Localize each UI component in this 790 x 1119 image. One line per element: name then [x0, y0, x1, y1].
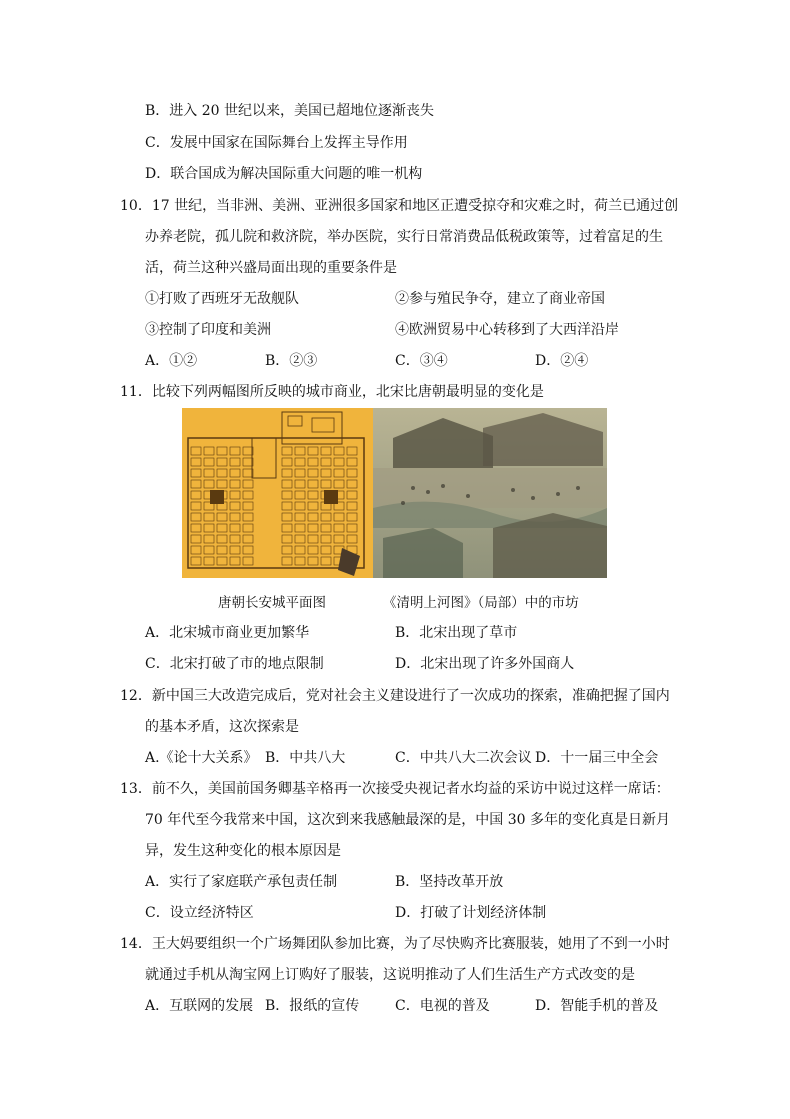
q14-option-d: D．智能手机的普及 — [535, 998, 659, 1014]
q10-option-b: B．②③ — [265, 353, 318, 369]
q10-option-d: D．②④ — [535, 353, 589, 369]
q13-option-c: C．设立经济特区 — [145, 905, 254, 921]
q13-stem-line-2: 70 年代至今我常来中国，这次到来我感触最深的是，中国 30 多年的变化真是日新月 — [145, 812, 670, 828]
q12-option-a: A.《论十大关系》 — [145, 750, 258, 766]
q10-item-1: ①打败了西班牙无敌舰队 — [145, 291, 299, 307]
q12-stem-line-2: 的基本矛盾，这次探索是 — [145, 719, 299, 735]
changan-plan-drawing — [182, 408, 373, 578]
q14-option-c: C．电视的普及 — [395, 998, 490, 1014]
q12-option-d: D．十一届三中全会 — [535, 750, 659, 766]
q13-stem-line-3: 异，发生这种变化的根本原因是 — [145, 843, 341, 859]
q10-item-2: ②参与殖民争夺，建立了商业帝国 — [395, 291, 605, 307]
east-market-block — [324, 490, 338, 504]
q11-stem: 11．比较下列两幅图所反映的城市商业，北宋比唐朝最明显的变化是 — [120, 384, 544, 400]
q11-option-c: C．北宋打破了市的地点限制 — [145, 656, 324, 672]
q14-stem-line-2: 就通过手机从淘宝网上订购好了服装，这说明推动了人们生活生产方式改变的是 — [145, 967, 635, 983]
q10-stem-line-2: 办养老院，孤儿院和救济院，举办医院，实行日常消费品低税政策等，过着富足的生 — [145, 229, 663, 245]
q10-option-c: C．③④ — [395, 353, 448, 369]
q13-option-b: B．坚持改革开放 — [395, 874, 504, 890]
q11-option-b: B．北宋出现了草市 — [395, 625, 518, 641]
q9-option-d: D．联合国成为解决国际重大问题的唯一机构 — [145, 166, 423, 182]
q14-stem-line-1: 14．王大妈要组织一个广场舞团队参加比赛，为了尽快购齐比赛服装，她用了不到一小时 — [120, 936, 670, 952]
q10-stem-line-3: 活，荷兰这种兴盛局面出现的重要条件是 — [145, 260, 397, 276]
q10-item-4: ④欧洲贸易中心转移到了大西洋沿岸 — [395, 322, 619, 338]
caption-changan-plan: 唐朝长安城平面图 — [218, 595, 326, 611]
q13-stem-line-1: 13．前不久，美国前国务卿基辛格再一次接受央视记者水均益的采访中说过这样一席话： — [120, 781, 670, 797]
q9-option-c: C．发展中国家在国际舞台上发挥主导作用 — [145, 135, 408, 151]
changan-city-plan-image — [182, 408, 373, 578]
q12-option-b: B．中共八大 — [265, 750, 346, 766]
q11-option-a: A．北宋城市商业更加繁华 — [145, 625, 310, 641]
q14-option-a: A．互联网的发展 — [145, 998, 254, 1014]
qingming-painting-drawing — [373, 408, 607, 578]
west-market-block — [210, 490, 224, 504]
q10-stem-line-1: 10．17 世纪，当非洲、美洲、亚洲很多国家和地区正遭受掠夺和灾难之时，荷兰已通过创 — [120, 198, 679, 214]
caption-qingming-painting: 《清明上河图》（局部）中的市坊 — [383, 595, 579, 611]
q12-option-c: C．中共八大二次会议 — [395, 750, 532, 766]
q12-stem-line-1: 12．新中国三大改造完成后，党对社会主义建设进行了一次成功的探索，准确把握了国内 — [120, 688, 670, 704]
q10-option-a: A．①② — [145, 353, 198, 369]
q9-option-b: B．进入 20 世纪以来，美国已超地位逐渐丧失 — [145, 103, 435, 119]
q13-option-d: D．打破了计划经济体制 — [395, 905, 547, 921]
q13-option-a: A．实行了家庭联产承包责任制 — [145, 874, 338, 890]
q11-option-d: D．北宋出现了许多外国商人 — [395, 656, 575, 672]
q10-item-3: ③控制了印度和美洲 — [145, 322, 271, 338]
qingming-painting-image — [373, 408, 607, 578]
q14-option-b: B．报纸的宣传 — [265, 998, 360, 1014]
